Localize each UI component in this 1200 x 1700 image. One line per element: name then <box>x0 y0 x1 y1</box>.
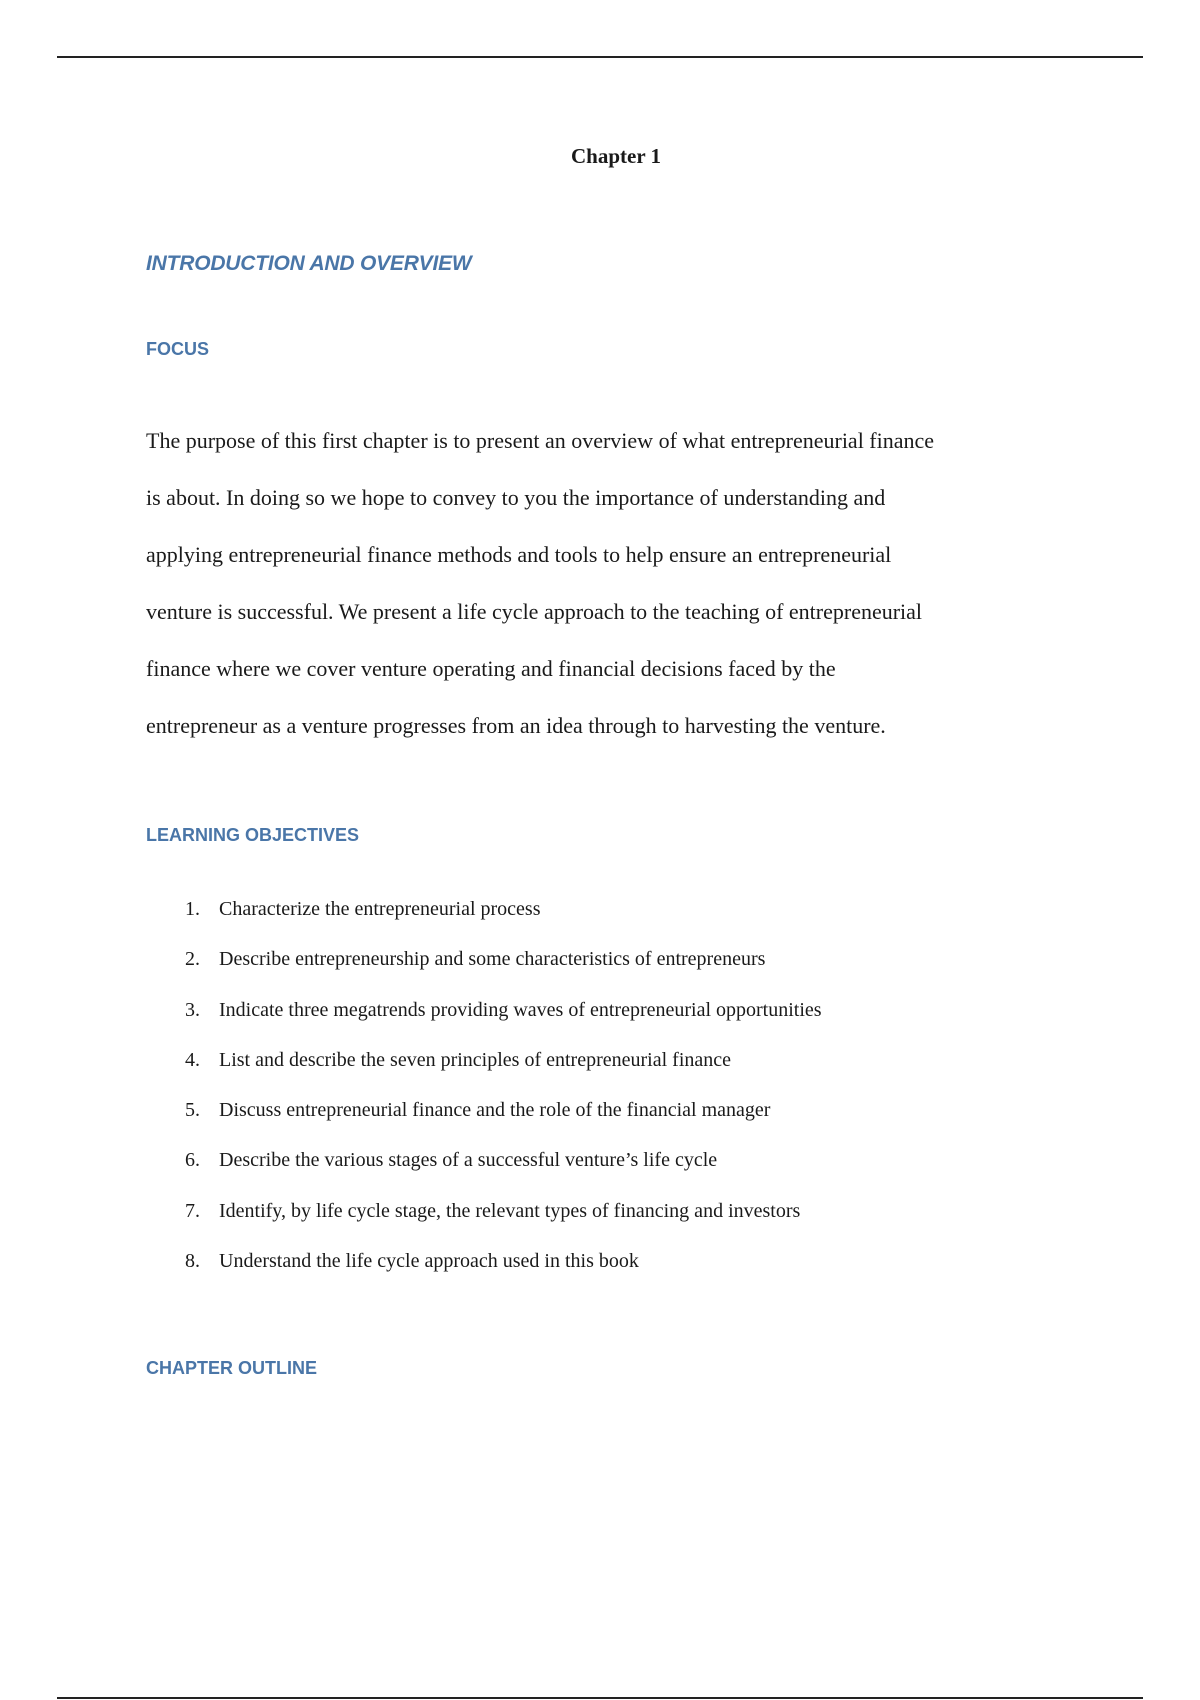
list-item <box>146 1045 1096 1095</box>
list-item-number: 3. <box>185 998 200 1021</box>
list-item-text: List and describe the seven principles of entrepreneurial finance <box>219 1048 732 1071</box>
list-item <box>146 1196 1096 1246</box>
learning-objectives-heading: LEARNING OBJECTIVES <box>146 825 360 845</box>
list-item-number: 4. <box>185 1048 200 1071</box>
list-item-number: 2. <box>185 948 200 971</box>
top-rule <box>57 56 1143 58</box>
list-item <box>146 944 1096 994</box>
list-item-text: Understand the life cycle approach used in this book <box>219 1250 639 1273</box>
list-item-number: 1. <box>185 898 200 920</box>
focus-paragraph <box>146 412 1096 754</box>
list-item <box>146 1246 1096 1296</box>
list-item-text: Identify, by life cycle stage, the relevant types of financing and investors <box>219 1199 801 1222</box>
list-item <box>146 995 1096 1045</box>
list-item-text: Characterize the entrepreneurial process <box>219 898 541 920</box>
focus-line: venture is successful. We present a life cycle approach to the teaching of entrepreneurial <box>146 599 923 624</box>
list-item-text: Describe the various stages of a successful venture’s life cycle <box>219 1149 718 1172</box>
list-item-number: 5. <box>185 1099 200 1122</box>
list-item-text: Discuss entrepreneurial finance and the role of the financial manager <box>219 1099 771 1122</box>
focus-line: The purpose of this first chapter is to present an overview of what entrepreneurial finance <box>146 428 935 453</box>
list-item-text: Indicate three megatrends providing waves of entrepreneurial opportunities <box>219 998 822 1021</box>
list-item <box>146 894 1096 944</box>
chapter-title: Chapter 1 <box>570 144 662 168</box>
focus-line: applying entrepreneurial finance methods and tools to help ensure an entrepreneurial <box>146 542 892 567</box>
section-title: INTRODUCTION AND OVERVIEW <box>146 252 472 275</box>
list-item-number: 6. <box>185 1149 200 1172</box>
learning-objectives-list <box>146 894 1096 1296</box>
focus-line: is about. In doing so we hope to convey to you the importance of understanding and <box>146 485 886 510</box>
list-item-text: Describe entrepreneurship and some characteristics of entrepreneurs <box>219 948 766 971</box>
focus-heading: FOCUS <box>146 339 209 359</box>
focus-line: entrepreneur as a venture progresses from an idea through to harvesting the venture. <box>146 713 886 738</box>
list-item <box>146 1145 1096 1195</box>
list-item-number: 8. <box>185 1250 200 1273</box>
list-item <box>146 1095 1096 1145</box>
focus-line: finance where we cover venture operating and financial decisions faced by the <box>146 656 836 681</box>
chapter-outline-heading: CHAPTER OUTLINE <box>146 1358 317 1378</box>
list-item-number: 7. <box>185 1199 200 1222</box>
bottom-rule <box>57 1697 1143 1699</box>
